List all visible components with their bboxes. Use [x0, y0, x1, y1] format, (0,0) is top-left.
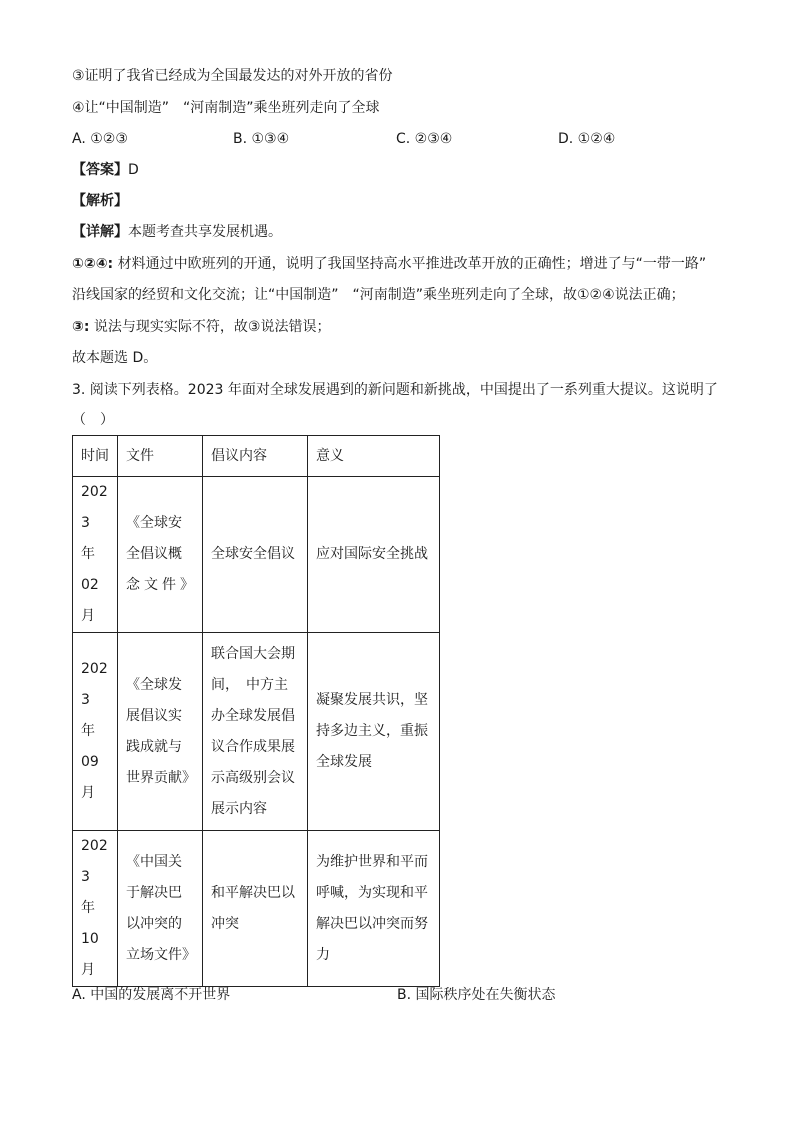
header-document: 文件	[118, 436, 203, 477]
table-header-row	[73, 436, 440, 477]
row-content: 全球安全倡议	[203, 477, 308, 633]
analysis-para-1	[72, 254, 706, 274]
row-meaning: 为维护世界和平而呼喊，为实现和平解决巴以冲突而努力	[308, 831, 440, 987]
question-3: 3. 阅读下列表格。2023 年面对全球发展遇到的新问题和新挑战，中国提出了一系列重大提议。这说明了	[72, 382, 718, 398]
statement-3: ③证明了我省已经成为全国最发达的对外开放的省份	[72, 68, 393, 84]
answer-value: D	[128, 162, 139, 178]
header-time: 时间	[73, 436, 118, 477]
analysis-para-1-text: 材料通过中欧班列的开通，说明了我国坚持高水平推进改革开放的正确性；增进了与“一带一路”	[113, 256, 707, 272]
analysis-para-1-prefix: ①②④:	[72, 256, 114, 272]
row-content: 和平解决巴以冲突	[203, 831, 308, 987]
detail-text: 本题考查共享发展机遇。	[128, 224, 282, 240]
table-row	[73, 633, 440, 831]
answer-line	[72, 160, 139, 180]
row-content: 联合国大会期间， 中方主办全球发展倡议合作成果展示高级别会议展示内容	[203, 633, 308, 831]
row-meaning: 应对国际安全挑战	[308, 477, 440, 633]
conclusion: 故本题选 D。	[72, 350, 158, 366]
question-3-blank: （ ）	[72, 412, 114, 428]
analysis-para-3-prefix: ③:	[72, 319, 90, 335]
option-d: D. ①②④	[558, 131, 616, 147]
option-bottom-a: A. 中国的发展离不开世界	[72, 987, 231, 1003]
row-time: 2023 年 02 月	[73, 477, 118, 633]
row-time: 2023 年 10 月	[73, 831, 118, 987]
table-row	[73, 477, 440, 633]
option-c: C. ②③④	[396, 131, 453, 147]
row-document: 《全球发展倡议实践成就与世界贡献》	[118, 633, 203, 831]
analysis-tag: 【解析】	[72, 193, 128, 209]
header-meaning: 意义	[308, 436, 440, 477]
row-document: 《中国关于解决巴以冲突的立场文件》	[118, 831, 203, 987]
analysis-para-3-text: 说法与现实实际不符，故③说法错误；	[89, 319, 331, 335]
row-document: 《全球安全倡议概念文件》	[118, 477, 203, 633]
table-row	[73, 831, 440, 987]
answer-tag: 【答案】	[72, 162, 128, 178]
option-bottom-b: B. 国际秩序处在失衡状态	[397, 987, 556, 1003]
statement-4: ④让“中国制造” “河南制造”乘坐班列走向了全球	[72, 100, 380, 116]
row-meaning: 凝聚发展共识，坚持多边主义，重振全球发展	[308, 633, 440, 831]
detail-tag: 【详解】	[72, 224, 128, 240]
detail-line	[72, 222, 282, 242]
analysis-para-3	[72, 317, 330, 337]
option-a: A. ①②③	[72, 131, 128, 147]
option-b: B. ①③④	[233, 131, 290, 147]
analysis-para-2: 沿线国家的经贸和文化交流；让“中国制造” “河南制造”乘坐班列走向了全球，故①②④说法正确；	[72, 287, 685, 303]
row-time: 2023 年 09 月	[73, 633, 118, 831]
initiative-table	[72, 435, 440, 987]
header-content: 倡议内容	[203, 436, 308, 477]
